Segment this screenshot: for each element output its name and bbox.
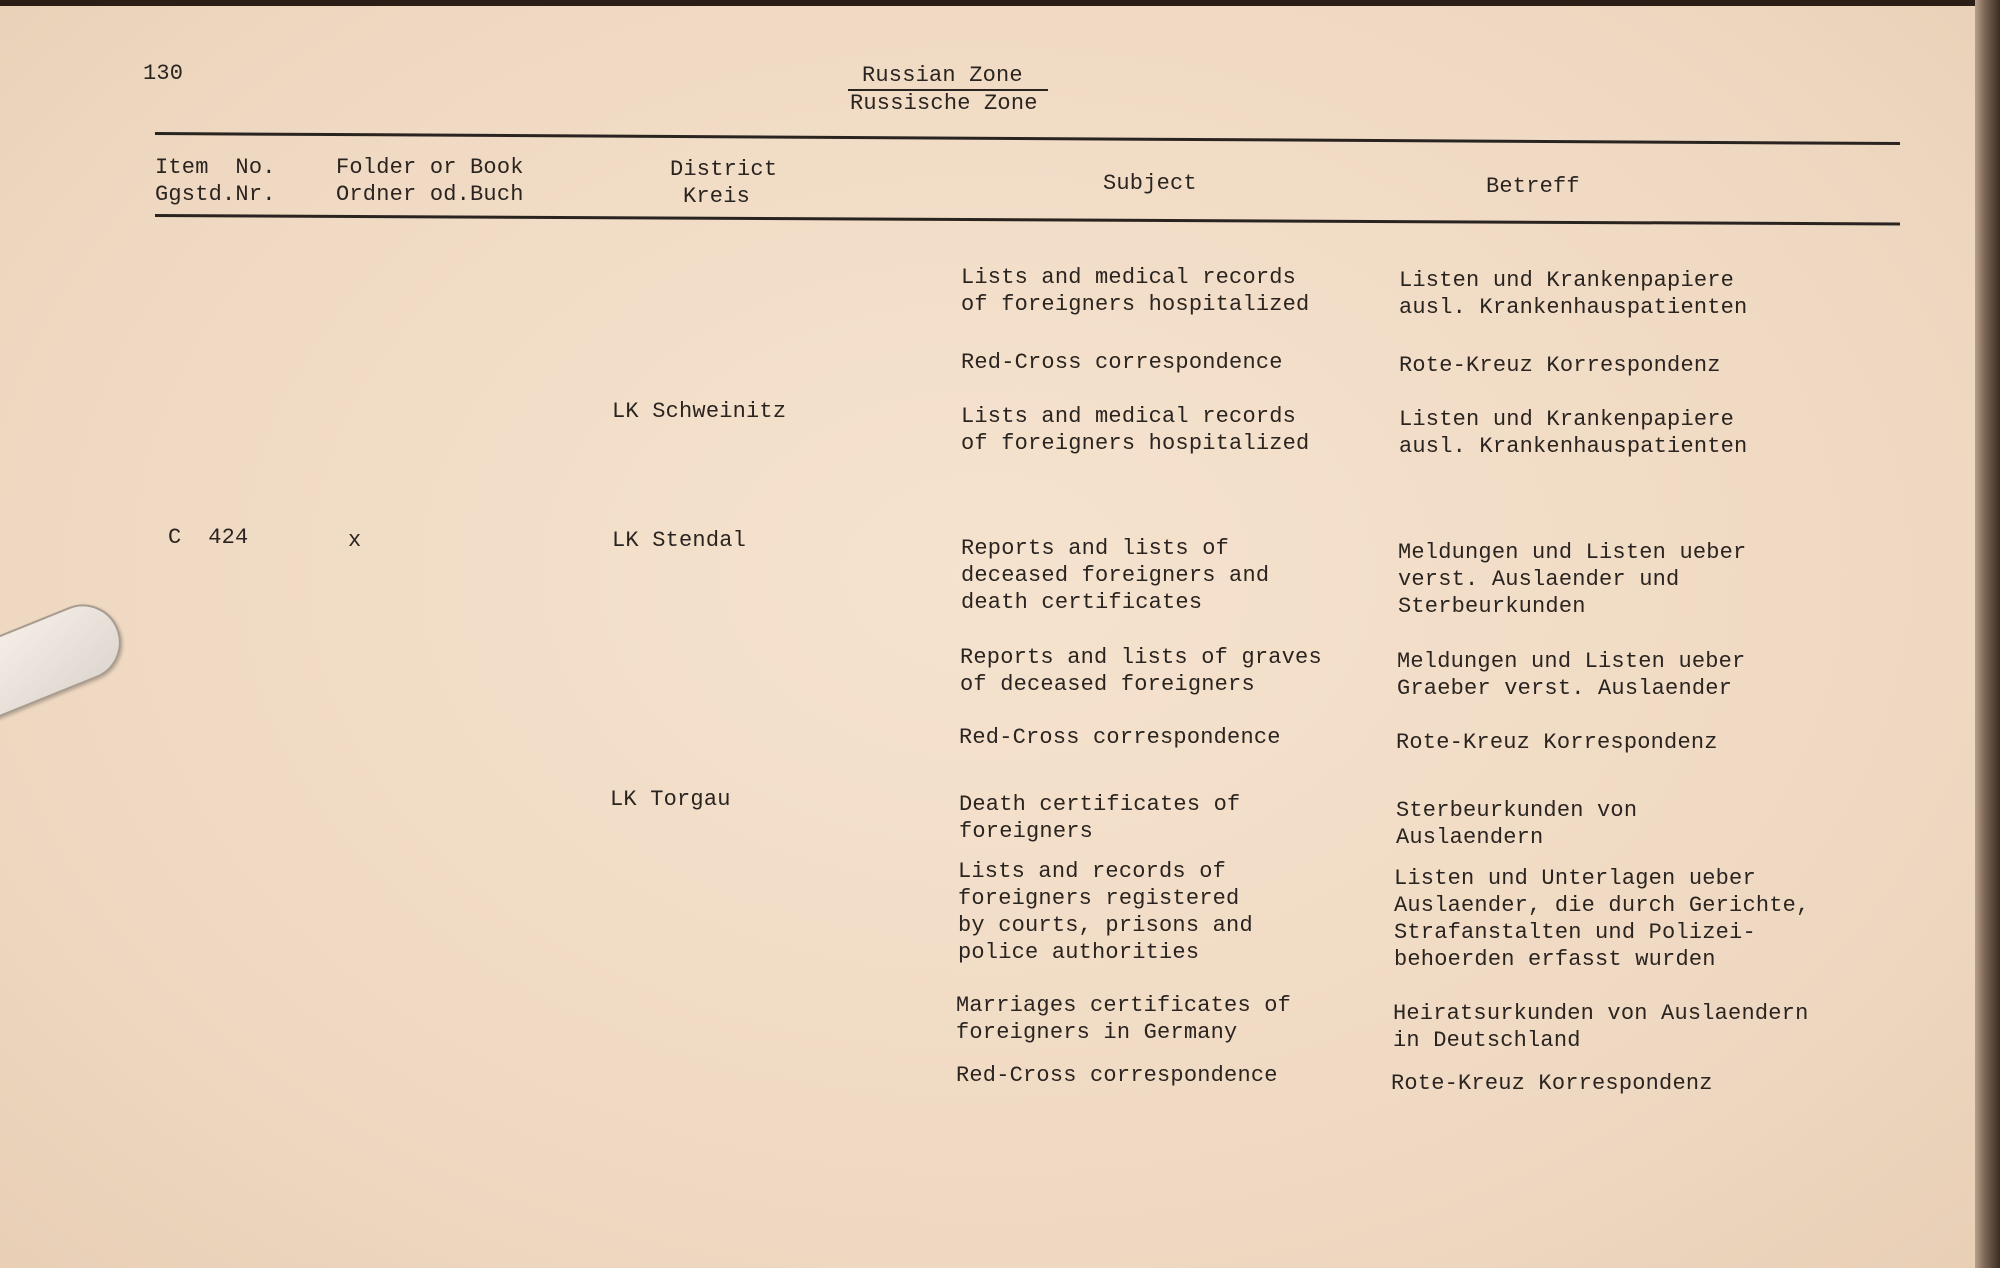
row-1-betreff: Listen und Krankenpapiere ausl. Krankenhauspatienten [1399,268,1748,320]
header-district-en: District [670,157,778,182]
row-4-subject: Reports and lists of deceased foreigners and death certificates [961,536,1270,615]
row-6-subject: Red-Cross correspondence [959,725,1281,750]
row-5-subject: Reports and lists of graves of deceased foreigners [960,645,1322,697]
header-folder-de: Ordner od.Buch [336,182,524,207]
row-4-item: C 424 [168,525,249,550]
zone-title-en: Russian Zone [862,63,1023,88]
header-top-rule [155,132,1900,145]
row-1-subject: Lists and medical records of foreigners hospitalized [961,265,1310,317]
row-7-betreff: Sterbeurkunden von Auslaendern [1396,798,1638,850]
header-item-en: Item No. [155,155,276,180]
row-10-betreff: Rote-Kreuz Korrespondenz [1391,1071,1713,1096]
row-9-subject: Marriages certificates of foreigners in Germany [956,993,1292,1045]
header-district-de: Kreis [683,184,751,209]
row-8-betreff: Listen und Unterlagen ueber Auslaender, die durch Gerichte, Strafanstalten und Polizei- behoerden erfasst wurden [1394,866,1810,972]
row-5-betreff: Meldungen und Listen ueber Graeber verst. Auslaender [1397,649,1746,701]
header-betreff: Betreff [1486,174,1580,199]
page-tab-marker [0,593,132,725]
row-4-district: LK Stendal [612,528,747,553]
header-item-de: Ggstd.Nr. [155,182,276,207]
row-8-subject: Lists and records of foreigners registered by courts, prisons and police authorities [958,859,1253,965]
row-2-betreff: Rote-Kreuz Korrespondenz [1399,353,1721,378]
row-10-subject: Red-Cross correspondence [956,1063,1278,1088]
row-3-subject: Lists and medical records of foreigners hospitalized [961,404,1310,456]
row-6-betreff: Rote-Kreuz Korrespondenz [1396,730,1718,755]
row-4-folder: x [348,528,362,553]
header-folder-en: Folder or Book [336,155,524,180]
page-number: 130 [143,61,184,86]
row-7-district: LK Torgau [610,787,731,812]
book-edge [1975,0,2000,1268]
document-page [0,6,1975,1268]
row-7-subject: Death certificates of foreigners [959,792,1241,844]
row-4-betreff: Meldungen und Listen ueber verst. Auslaender und Sterbeurkunden [1398,540,1747,619]
row-3-betreff: Listen und Krankenpapiere ausl. Krankenhauspatienten [1399,407,1748,459]
header-subject: Subject [1103,171,1197,196]
row-3-district: LK Schweinitz [612,399,787,424]
zone-title-de: Russische Zone [850,91,1038,116]
row-9-betreff: Heiratsurkunden von Auslaendern in Deutschland [1393,1001,1809,1053]
header-bottom-rule [155,214,1900,226]
row-2-subject: Red-Cross correspondence [961,350,1283,375]
